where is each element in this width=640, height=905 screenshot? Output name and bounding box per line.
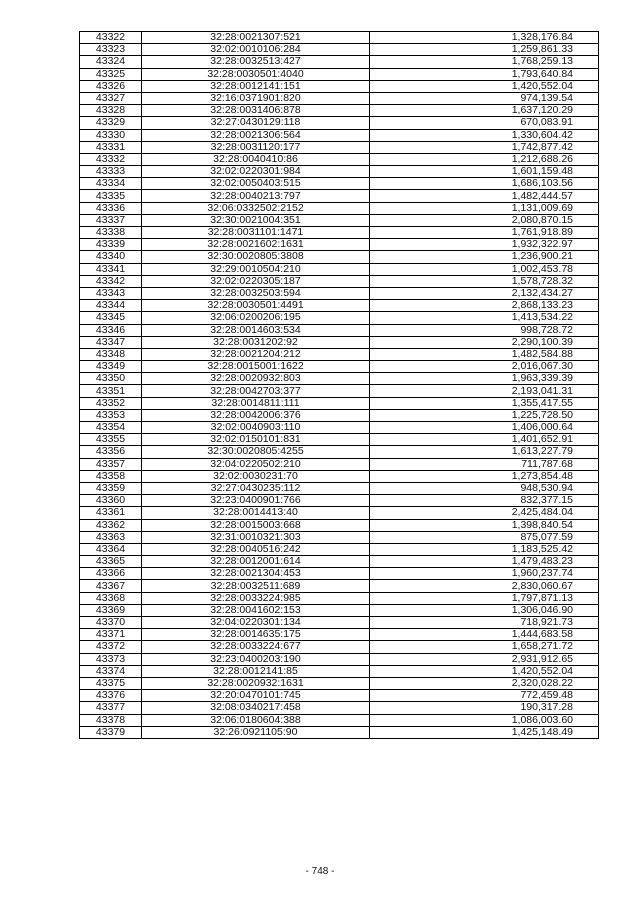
table-row — [80, 166, 599, 178]
cadastral-number-cell: 32:02:0150101:831 — [142, 434, 370, 446]
value-cell: 2,320,028.22 — [370, 677, 599, 689]
table-row — [80, 239, 599, 251]
row-number-cell: 43346 — [80, 324, 142, 336]
table-row — [80, 385, 599, 397]
table-row — [80, 190, 599, 202]
row-number-cell: 43345 — [80, 312, 142, 324]
row-number-cell: 43325 — [80, 68, 142, 80]
cadastral-number-cell: 32:30:0020805:4255 — [142, 446, 370, 458]
table-row — [80, 580, 599, 592]
cadastral-number-cell: 32:28:0040516:242 — [142, 543, 370, 555]
table-row — [80, 361, 599, 373]
table-row — [80, 153, 599, 165]
cadastral-number-cell: 32:30:0021004:351 — [142, 214, 370, 226]
table-row — [80, 178, 599, 190]
cadastral-number-cell: 32:04:0220502:210 — [142, 458, 370, 470]
table-row — [80, 617, 599, 629]
page-number: - 748 - — [305, 866, 335, 877]
value-cell: 718,921.73 — [370, 617, 599, 629]
cadastral-number-cell: 32:23:0400901:766 — [142, 495, 370, 507]
table-row — [80, 495, 599, 507]
table-row — [80, 324, 599, 336]
row-number-cell: 43355 — [80, 434, 142, 446]
value-cell: 772,459.48 — [370, 690, 599, 702]
value-cell: 2,080,870.15 — [370, 214, 599, 226]
cadastral-number-cell: 32:06:0180604:388 — [142, 714, 370, 726]
table-row — [80, 641, 599, 653]
cadastral-number-cell: 32:02:0220305:187 — [142, 275, 370, 287]
value-cell: 1,768,259.13 — [370, 56, 599, 68]
cadastral-number-cell: 32:28:0021602:1631 — [142, 239, 370, 251]
row-number-cell: 43324 — [80, 56, 142, 68]
cadastral-number-cell: 32:20:0470101:745 — [142, 690, 370, 702]
row-number-cell: 43344 — [80, 300, 142, 312]
table-row — [80, 312, 599, 324]
cadastral-number-cell: 32:28:0012141:151 — [142, 80, 370, 92]
cadastral-number-cell: 32:02:0040903:110 — [142, 422, 370, 434]
table-body — [80, 32, 599, 739]
value-cell: 1,330,604.42 — [370, 129, 599, 141]
row-number-cell: 43378 — [80, 714, 142, 726]
cadastral-number-cell: 32:30:0020805:3808 — [142, 251, 370, 263]
table-row — [80, 458, 599, 470]
value-cell: 1,742,877.42 — [370, 141, 599, 153]
row-number-cell: 43349 — [80, 361, 142, 373]
cadastral-number-cell: 32:28:0014811:111 — [142, 397, 370, 409]
cadastral-number-cell: 32:28:0021204:212 — [142, 348, 370, 360]
value-cell: 1,273,854.48 — [370, 470, 599, 482]
row-number-cell: 43365 — [80, 556, 142, 568]
value-cell: 1,637,120.29 — [370, 105, 599, 117]
row-number-cell: 43354 — [80, 422, 142, 434]
row-number-cell: 43331 — [80, 141, 142, 153]
row-number-cell: 43323 — [80, 44, 142, 56]
cadastral-number-cell: 32:31:0010321:303 — [142, 531, 370, 543]
table-row — [80, 117, 599, 129]
table-row — [80, 263, 599, 275]
value-cell: 2,868,133.23 — [370, 300, 599, 312]
row-number-cell: 43338 — [80, 227, 142, 239]
cadastral-number-cell: 32:28:0031202:92 — [142, 336, 370, 348]
cadastral-number-cell: 32:28:0020932:1631 — [142, 677, 370, 689]
table-row — [80, 32, 599, 44]
value-cell: 1,425,148.49 — [370, 726, 599, 738]
value-cell: 1,183,525.42 — [370, 543, 599, 555]
value-cell: 1,613,227.79 — [370, 446, 599, 458]
cadastral-number-cell: 32:28:0020932:803 — [142, 373, 370, 385]
value-cell: 1,482,584.88 — [370, 348, 599, 360]
value-cell: 1,482,444.57 — [370, 190, 599, 202]
table-row — [80, 653, 599, 665]
value-cell: 1,355,417.55 — [370, 397, 599, 409]
value-cell: 1,306,046.90 — [370, 604, 599, 616]
cadastral-number-cell: 32:02:0010106:284 — [142, 44, 370, 56]
value-cell: 1,658,271.72 — [370, 641, 599, 653]
data-table-container — [79, 31, 598, 739]
table-row — [80, 141, 599, 153]
row-number-cell: 43374 — [80, 665, 142, 677]
table-row — [80, 373, 599, 385]
value-cell: 998,728.72 — [370, 324, 599, 336]
table-row — [80, 202, 599, 214]
cadastral-number-cell: 32:28:0031101:1471 — [142, 227, 370, 239]
value-cell: 2,290,100.39 — [370, 336, 599, 348]
row-number-cell: 43375 — [80, 677, 142, 689]
table-row — [80, 714, 599, 726]
row-number-cell: 43334 — [80, 178, 142, 190]
table-row — [80, 129, 599, 141]
table-row — [80, 92, 599, 104]
value-cell: 1,212,688.26 — [370, 153, 599, 165]
table-row — [80, 604, 599, 616]
row-number-cell: 43364 — [80, 543, 142, 555]
value-cell: 190,317.28 — [370, 702, 599, 714]
row-number-cell: 43326 — [80, 80, 142, 92]
row-number-cell: 43332 — [80, 153, 142, 165]
value-cell: 2,830,060.67 — [370, 580, 599, 592]
value-cell: 832,377.15 — [370, 495, 599, 507]
row-number-cell: 43372 — [80, 641, 142, 653]
cadastral-number-cell: 32:28:0042006:376 — [142, 409, 370, 421]
value-cell: 1,686,103.56 — [370, 178, 599, 190]
table-row — [80, 68, 599, 80]
value-cell: 1,963,339.39 — [370, 373, 599, 385]
cadastral-number-cell: 32:28:0021307:521 — [142, 32, 370, 44]
table-row — [80, 702, 599, 714]
cadastral-number-cell: 32:28:0014603:534 — [142, 324, 370, 336]
table-row — [80, 629, 599, 641]
row-number-cell: 43328 — [80, 105, 142, 117]
value-cell: 1,797,871.13 — [370, 592, 599, 604]
table-row — [80, 214, 599, 226]
row-number-cell: 43348 — [80, 348, 142, 360]
cadastral-number-cell: 32:06:0332502:2152 — [142, 202, 370, 214]
row-number-cell: 43351 — [80, 385, 142, 397]
table-row — [80, 519, 599, 531]
row-number-cell: 43350 — [80, 373, 142, 385]
cadastral-number-cell: 32:28:0030501:4040 — [142, 68, 370, 80]
value-cell: 1,131,009.69 — [370, 202, 599, 214]
table-row — [80, 409, 599, 421]
cadastral-number-cell: 32:08:0340217:458 — [142, 702, 370, 714]
row-number-cell: 43333 — [80, 166, 142, 178]
row-number-cell: 43352 — [80, 397, 142, 409]
cadastral-number-cell: 32:23:0400203:190 — [142, 653, 370, 665]
value-cell: 1,932,322.97 — [370, 239, 599, 251]
value-cell: 1,236,900.21 — [370, 251, 599, 263]
value-cell: 2,193,041.31 — [370, 385, 599, 397]
value-cell: 1,328,176.84 — [370, 32, 599, 44]
row-number-cell: 43363 — [80, 531, 142, 543]
cadastral-number-cell: 32:02:0220301:984 — [142, 166, 370, 178]
value-cell: 1,259,861.33 — [370, 44, 599, 56]
row-number-cell: 43335 — [80, 190, 142, 202]
table-row — [80, 507, 599, 519]
cadastral-number-cell: 32:26:0921105:90 — [142, 726, 370, 738]
row-number-cell: 43371 — [80, 629, 142, 641]
value-cell: 670,083.91 — [370, 117, 599, 129]
value-cell: 1,793,640.84 — [370, 68, 599, 80]
cadastral-number-cell: 32:02:0030231:70 — [142, 470, 370, 482]
table-row — [80, 556, 599, 568]
table-row — [80, 726, 599, 738]
cadastral-number-cell: 32:28:0032511:689 — [142, 580, 370, 592]
value-cell: 2,016,067.30 — [370, 361, 599, 373]
table-row — [80, 105, 599, 117]
row-number-cell: 43327 — [80, 92, 142, 104]
cadastral-number-cell: 32:04:0220301:134 — [142, 617, 370, 629]
table-row — [80, 287, 599, 299]
row-number-cell: 43366 — [80, 568, 142, 580]
row-number-cell: 43362 — [80, 519, 142, 531]
value-cell: 2,931,912.65 — [370, 653, 599, 665]
table-row — [80, 275, 599, 287]
cadastral-number-cell: 32:28:0012001:614 — [142, 556, 370, 568]
table-row — [80, 44, 599, 56]
table-row — [80, 592, 599, 604]
row-number-cell: 43336 — [80, 202, 142, 214]
value-cell: 1,413,534.22 — [370, 312, 599, 324]
row-number-cell: 43359 — [80, 482, 142, 494]
table-row — [80, 336, 599, 348]
table-row — [80, 543, 599, 555]
table-row — [80, 397, 599, 409]
value-cell: 1,002,453.78 — [370, 263, 599, 275]
value-cell: 1,601,159.48 — [370, 166, 599, 178]
row-number-cell: 43339 — [80, 239, 142, 251]
table-row — [80, 690, 599, 702]
value-cell: 1,225,728.50 — [370, 409, 599, 421]
cadastral-number-cell: 32:28:0042703:377 — [142, 385, 370, 397]
row-number-cell: 43367 — [80, 580, 142, 592]
value-cell: 711,787.68 — [370, 458, 599, 470]
cadastral-number-cell: 32:28:0041602:153 — [142, 604, 370, 616]
cadastral-number-cell: 32:28:0031406:878 — [142, 105, 370, 117]
table-row — [80, 677, 599, 689]
value-cell: 1,401,652.91 — [370, 434, 599, 446]
cadastral-number-cell: 32:27:0430235:112 — [142, 482, 370, 494]
cadastral-number-cell: 32:28:0030501:4491 — [142, 300, 370, 312]
cadastral-number-cell: 32:28:0012141:85 — [142, 665, 370, 677]
row-number-cell: 43341 — [80, 263, 142, 275]
table-row — [80, 56, 599, 68]
row-number-cell: 43322 — [80, 32, 142, 44]
row-number-cell: 43358 — [80, 470, 142, 482]
table-row — [80, 568, 599, 580]
row-number-cell: 43360 — [80, 495, 142, 507]
table-row — [80, 482, 599, 494]
value-cell: 948,530.94 — [370, 482, 599, 494]
cadastral-number-cell: 32:28:0021304:453 — [142, 568, 370, 580]
value-cell: 1,420,552.04 — [370, 80, 599, 92]
row-number-cell: 43353 — [80, 409, 142, 421]
cadastral-number-cell: 32:28:0032503:594 — [142, 287, 370, 299]
table-row — [80, 348, 599, 360]
row-number-cell: 43373 — [80, 653, 142, 665]
value-cell: 1,398,840.54 — [370, 519, 599, 531]
cadastral-number-cell: 32:28:0031120:177 — [142, 141, 370, 153]
value-cell: 1,444,683.58 — [370, 629, 599, 641]
row-number-cell: 43361 — [80, 507, 142, 519]
row-number-cell: 43342 — [80, 275, 142, 287]
row-number-cell: 43357 — [80, 458, 142, 470]
table-row — [80, 227, 599, 239]
value-cell: 1,420,552.04 — [370, 665, 599, 677]
value-cell: 1,479,483.23 — [370, 556, 599, 568]
value-cell: 2,425,484.04 — [370, 507, 599, 519]
row-number-cell: 43379 — [80, 726, 142, 738]
row-number-cell: 43376 — [80, 690, 142, 702]
value-cell: 1,761,918.89 — [370, 227, 599, 239]
row-number-cell: 43347 — [80, 336, 142, 348]
row-number-cell: 43343 — [80, 287, 142, 299]
cadastral-number-cell: 32:28:0014413:40 — [142, 507, 370, 519]
value-cell: 974,139.54 — [370, 92, 599, 104]
cadastral-value-table — [79, 31, 599, 739]
table-row — [80, 665, 599, 677]
cadastral-number-cell: 32:29:0010504:210 — [142, 263, 370, 275]
table-row — [80, 300, 599, 312]
row-number-cell: 43377 — [80, 702, 142, 714]
row-number-cell: 43369 — [80, 604, 142, 616]
value-cell: 1,406,000.64 — [370, 422, 599, 434]
table-row — [80, 251, 599, 263]
cadastral-number-cell: 32:28:0014635:175 — [142, 629, 370, 641]
row-number-cell: 43340 — [80, 251, 142, 263]
row-number-cell: 43370 — [80, 617, 142, 629]
table-row — [80, 422, 599, 434]
row-number-cell: 43330 — [80, 129, 142, 141]
table-row — [80, 434, 599, 446]
table-row — [80, 80, 599, 92]
table-row — [80, 446, 599, 458]
row-number-cell: 43356 — [80, 446, 142, 458]
cadastral-number-cell: 32:02:0050403:515 — [142, 178, 370, 190]
cadastral-number-cell: 32:28:0033224:985 — [142, 592, 370, 604]
cadastral-number-cell: 32:28:0033224:677 — [142, 641, 370, 653]
cadastral-number-cell: 32:28:0015001:1622 — [142, 361, 370, 373]
value-cell: 2,132,434.27 — [370, 287, 599, 299]
cadastral-number-cell: 32:28:0015003:668 — [142, 519, 370, 531]
value-cell: 1,578,728.32 — [370, 275, 599, 287]
cadastral-number-cell: 32:28:0040410:86 — [142, 153, 370, 165]
cadastral-number-cell: 32:27:0430129:118 — [142, 117, 370, 129]
value-cell: 1,086,003.60 — [370, 714, 599, 726]
row-number-cell: 43368 — [80, 592, 142, 604]
table-row — [80, 531, 599, 543]
value-cell: 1,960,237.74 — [370, 568, 599, 580]
row-number-cell: 43329 — [80, 117, 142, 129]
cadastral-number-cell: 32:28:0032513:427 — [142, 56, 370, 68]
cadastral-number-cell: 32:16:0371901:820 — [142, 92, 370, 104]
cadastral-number-cell: 32:28:0040213:797 — [142, 190, 370, 202]
cadastral-number-cell: 32:28:0021306:564 — [142, 129, 370, 141]
value-cell: 875,077.59 — [370, 531, 599, 543]
table-row — [80, 470, 599, 482]
row-number-cell: 43337 — [80, 214, 142, 226]
cadastral-number-cell: 32:06:0200206:195 — [142, 312, 370, 324]
